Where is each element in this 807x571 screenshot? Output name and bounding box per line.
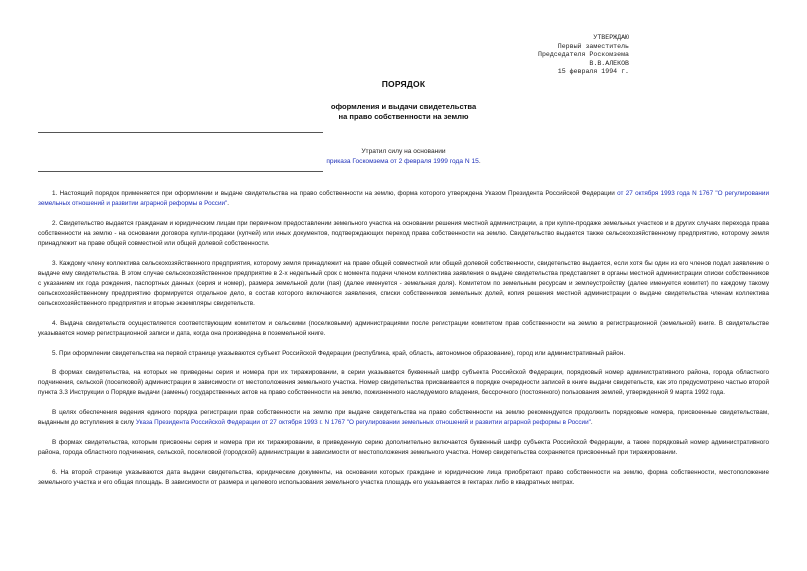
subtitle-line: оформления и выдачи свидетельства <box>330 102 477 111</box>
decree-link-2[interactable]: Указа Президента Российской Федерации от 27 октября 1993 г. N 1767 "О регулировании земельных отношений и развитии аграрной реформы в России" <box>135 419 591 427</box>
paragraph-4: 4. Выдача свидетельств осуществляется соответствующим комитетом и сельскими (поселковыми) администрациями после регистрации комитетом прав собственности на землю в регистрационной (земельной) книге. В свидетельстве указывается номер регистрационной записи и дата, когда она произведена в поземельной книге. <box>38 319 769 337</box>
paragraph-text: . <box>227 200 230 208</box>
divider-bottom <box>38 171 323 172</box>
approval-line: УТВЕРЖДАЮ <box>593 34 629 41</box>
paragraph-5: 5. При оформлении свидетельства на первой странице указываются субъект Российской Федерации (республика, край, область, автономное образование), город или административный район. <box>52 349 626 357</box>
paragraph-6: В формах свидетельства, на которых не приведены серия и номера при их тиражировании, в серии указывается буквенный шифр субъекта Российской Федерации, порядковый номер административного района, города областного подчинения, сельской (поселковой) администрации в зависимости от местоположения земельного участка. Номер свидетельства присваивается в порядке очередности записей в книге выдачи свидетельств, как это предусмотрено частью второй пункта 3.3 Инструкции о Порядке выдачи (замены) государственных актов на право собственности на землю, пожизненного наследуемого владения, бессрочного (постоянного) пользования землей, утвержденной 9 марта 1992 года. <box>38 369 769 397</box>
paragraph-text: 1. Настоящий порядок применяется при оформлении и выдаче свидетельства на право собственности на землю, форма которого утверждена Указом Президента Российской Федерации <box>52 190 618 197</box>
paragraph-text: В целях обеспечения ведения единого порядка регистрации прав собственности на землю при выдаче свидетельства на право собственности на землю рекомендуется продолжить порядковые номера, присвоенные свидетельствам, выданным до вступления в силу <box>38 409 769 427</box>
document-title: ПОРЯДОК <box>381 79 426 89</box>
paragraph-8: В формах свидетельства, которым присвоены серия и номера при их тиражировании, в приведенную серию дополнительно включается буквенный шифр субъекта Российской Федерации, а также порядковый номер административного района, города областного подчинения, сельской, поселковой (городской) администрации в зависимости от местоположения земельного участка. Номер свидетельства сохраняется присвоенный при тиражировании. <box>38 438 769 456</box>
decree-link[interactable]: от 27 октября 1993 года N 1767 "О регулировании земельных отношений и развитии аграрной реформы в России" <box>38 190 769 208</box>
paragraph-9: 6. На второй странице указываются дата выдачи свидетельства, юридические документы, на основании которых граждане и юридические лица приобретают право собственности на землю, форма собственности, местоположение земельного участка и его общая площадь. В зависимости от размера и целевого использования земельного участка площадь его указывается в гектарах либо в квадратных метрах. <box>38 468 769 486</box>
approval-line: 15 февраля 1994 г. <box>557 68 629 76</box>
document-subtitle <box>0 102 807 122</box>
document-body <box>38 189 769 497</box>
approval-line: В.В.АЛЕКОВ <box>589 59 629 67</box>
lost-force-note <box>0 147 807 166</box>
paragraph-7 <box>38 408 769 428</box>
lost-force-end: . <box>478 157 481 165</box>
paragraph-2: 2. Свидетельство выдается гражданам и юридическим лицам при первичном предоставлении земельного участка на основании решения местной администрации, а при купле-продаже земельных участков и в других случаях перехода права собственности на землю - на основании договора купли-продажи (купчей) или иных документов, подтверждающих переход права собственности на землю. Свидетельство выдается также сельскохозяйственному предприятию, которому земля принадлежит на праве общей совместной или общей долевой собственности. <box>38 219 769 247</box>
paragraph-text: . <box>590 419 593 427</box>
subtitle-line: на право собственности на землю <box>338 112 469 121</box>
order-link[interactable]: приказа Госкомзема от 2 февраля 1999 года N 15 <box>326 157 479 165</box>
approval-line: Первый заместитель <box>557 42 629 50</box>
paragraph-3: 3. Каждому члену коллектива сельскохозяйственного предприятия, которому земля принадлежит на праве общей совместной или общей долевой собственности, свидетельство выдается, если хотя бы один из его членов подал заявление о выдаче ему свидетельства. В этом случае сельскохозяйственное предприятие в 2-х недельный срок с момента подачи членом коллектива заявления о выдаче свидетельства представляет в органы местной администрации списки собственников с указанием их года рождения, паспортных данных (серия и номер), размера земельной доли (пая) (далее именуется - земельная доля). Комитетом по земельным ресурсам и землеустройству (далее именуется комитет) по каждому такому сельскохозяйственному предприятию формируется отдельное дело, в состав которого включаются заявления, списки собственников земельных долей, копия решения местной администрации о выдаче свидетельства членам коллектива сельскохозяйственного предприятия и вторые экземпляры свидетельств. <box>38 259 769 308</box>
lost-force-text: Утратил силу на основании <box>361 148 446 155</box>
approval-line: Председателя Роскомзема <box>537 51 629 59</box>
divider-top <box>38 132 323 133</box>
paragraph-1 <box>38 189 769 209</box>
approval-block <box>509 34 629 77</box>
